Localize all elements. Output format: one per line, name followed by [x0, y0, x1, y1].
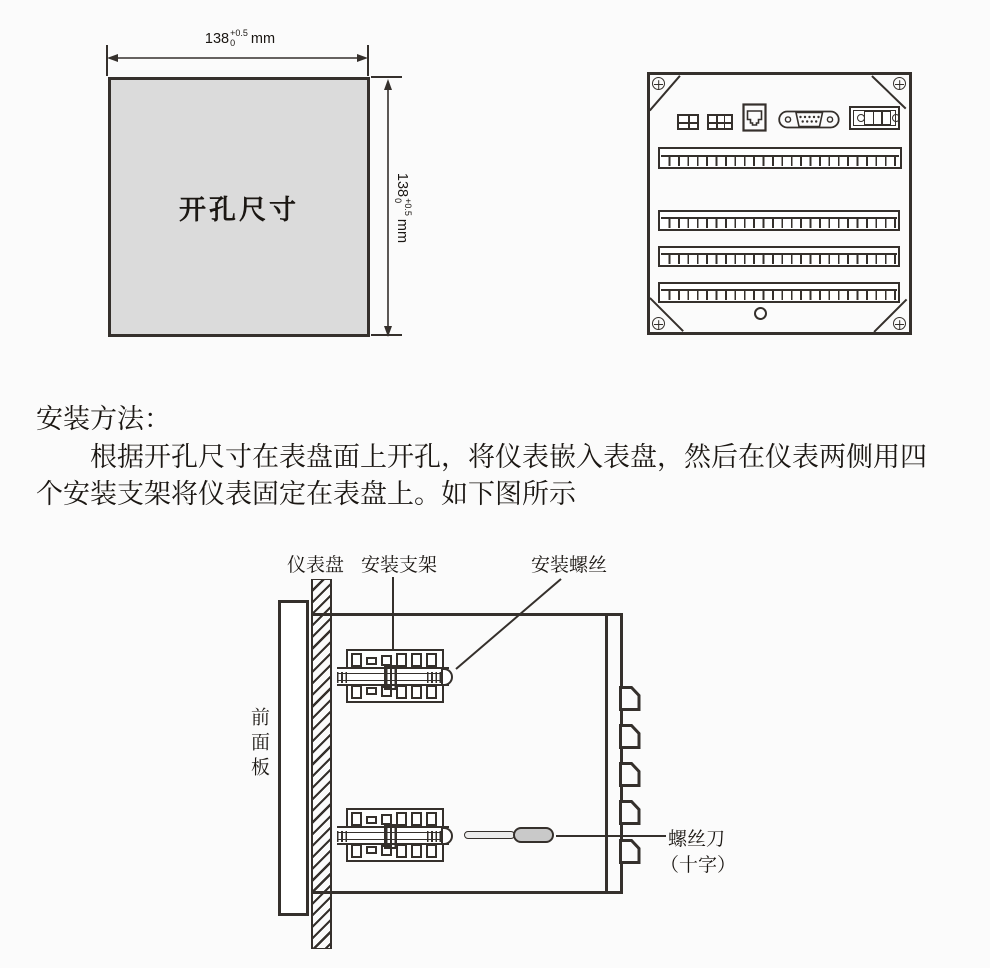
mounting-bracket [346, 808, 444, 862]
cutout-label: 开孔尺寸 [179, 194, 299, 225]
label-front-panel: 前面板 [248, 707, 269, 782]
power-terminal-inner [853, 110, 896, 126]
bracket-tooth [396, 812, 407, 826]
dimension-tolerance [392, 198, 413, 216]
terminal-strip [658, 282, 900, 303]
bracket-tooth [396, 844, 407, 858]
db9-serial-port-icon [778, 108, 840, 131]
bracket-tooth [381, 845, 392, 856]
bracket-teeth-row [351, 685, 439, 699]
instructions-heading: 安装方法： [36, 404, 171, 434]
terminal-cells [661, 155, 899, 166]
dimension-tolerance [230, 28, 248, 49]
dimension-unit: mm [250, 31, 276, 47]
terminal-tab-icon [619, 839, 641, 864]
label-screwdriver: 螺丝刀 [668, 829, 726, 850]
instructions-line-1: 根据开孔尺寸在表盘面上开孔，将仪表嵌入表盘，然后在仪表两侧用四 [90, 442, 927, 472]
terminal-strip [658, 246, 900, 267]
corner-screw-icon [652, 77, 665, 90]
bracket-tooth [426, 812, 437, 826]
tolerance-plus: +0.5 [403, 198, 413, 216]
bracket-tooth [426, 844, 437, 858]
dimension-tick [367, 45, 369, 76]
corner-screw-icon [893, 77, 906, 90]
instructions-line-2: 个安装支架将仪表固定在表盘上。如下图所示 [36, 479, 576, 509]
tolerance-plus: +0.5 [230, 28, 248, 38]
bracket-tooth [366, 816, 377, 824]
dimension-tick [106, 45, 108, 76]
bracket-tooth [366, 657, 377, 665]
bracket-tooth [411, 844, 422, 858]
dimension-value: 138 [394, 172, 410, 198]
screw-head-icon [441, 827, 453, 845]
terminal-tab-icon [619, 686, 641, 711]
terminal-cell [881, 111, 891, 125]
terminal-cells [661, 253, 897, 264]
screw-head-icon [441, 668, 453, 686]
label-panel-board: 仪表盘 [287, 555, 345, 576]
dimension-tick [371, 334, 402, 336]
label-mounting-bracket: 安装支架 [361, 555, 438, 576]
screw-thread-icon [427, 831, 441, 842]
label-mounting-screw: 安装螺丝 [531, 555, 608, 576]
bracket-tooth [351, 685, 362, 699]
power-terminal-icon [849, 106, 900, 130]
corner-screw-icon [893, 317, 906, 330]
front-panel-rect [278, 600, 309, 916]
bracket-tooth [366, 846, 377, 854]
instrument-body-bottom-line [312, 891, 623, 894]
dimension-tick [371, 76, 402, 78]
panel-board-hatch [311, 579, 332, 949]
mounting-bracket [346, 649, 444, 703]
tolerance-minus: 0 [392, 198, 403, 204]
instrument-body-top-line [312, 613, 623, 616]
width-dimension-label [195, 28, 285, 49]
bracket-tooth [396, 653, 407, 667]
terminal-strip [658, 210, 900, 231]
screw-thread-icon [337, 672, 347, 683]
rj45-port-icon [742, 103, 767, 132]
bracket-tooth [426, 685, 437, 699]
width-dimension-arrow-icon [106, 51, 369, 65]
terminal-tab-icon [619, 800, 641, 825]
bracket-tooth [366, 687, 377, 695]
bracket-tooth [351, 812, 362, 826]
mounting-hole-icon [754, 307, 767, 320]
bracket-teeth-row [351, 844, 439, 858]
bracket-tooth [351, 844, 362, 858]
dimension-unit: mm [394, 218, 410, 244]
terminal-cells [661, 217, 897, 228]
bracket-tooth [351, 653, 362, 667]
screwdriver-handle-icon [513, 827, 554, 843]
screw-thread-icon [427, 672, 441, 683]
terminal-strip [658, 147, 902, 169]
bracket-tooth [426, 653, 437, 667]
terminal-2pin-icon [677, 114, 699, 130]
terminal-tab-icon [619, 724, 641, 749]
height-dimension-label [391, 160, 413, 256]
screw-thread-icon [337, 831, 347, 842]
bracket-tooth [381, 686, 392, 697]
bracket-tooth [396, 685, 407, 699]
dimension-value: 138 [204, 31, 230, 47]
corner-screw-icon [652, 317, 665, 330]
tolerance-minus: 0 [230, 38, 236, 49]
bracket-tooth [411, 685, 422, 699]
screwdriver-shaft-icon [464, 831, 515, 839]
terminal-3pin-icon [707, 114, 733, 130]
bracket-tooth [411, 653, 422, 667]
cutout-square [108, 77, 370, 337]
terminal-tab-icon [619, 762, 641, 787]
rear-panel-figure [647, 72, 912, 335]
terminal-cells [661, 289, 897, 300]
bracket-tooth [411, 812, 422, 826]
terminal-screw-icon [892, 114, 900, 122]
label-screwdriver-type: （十字） [660, 855, 737, 876]
